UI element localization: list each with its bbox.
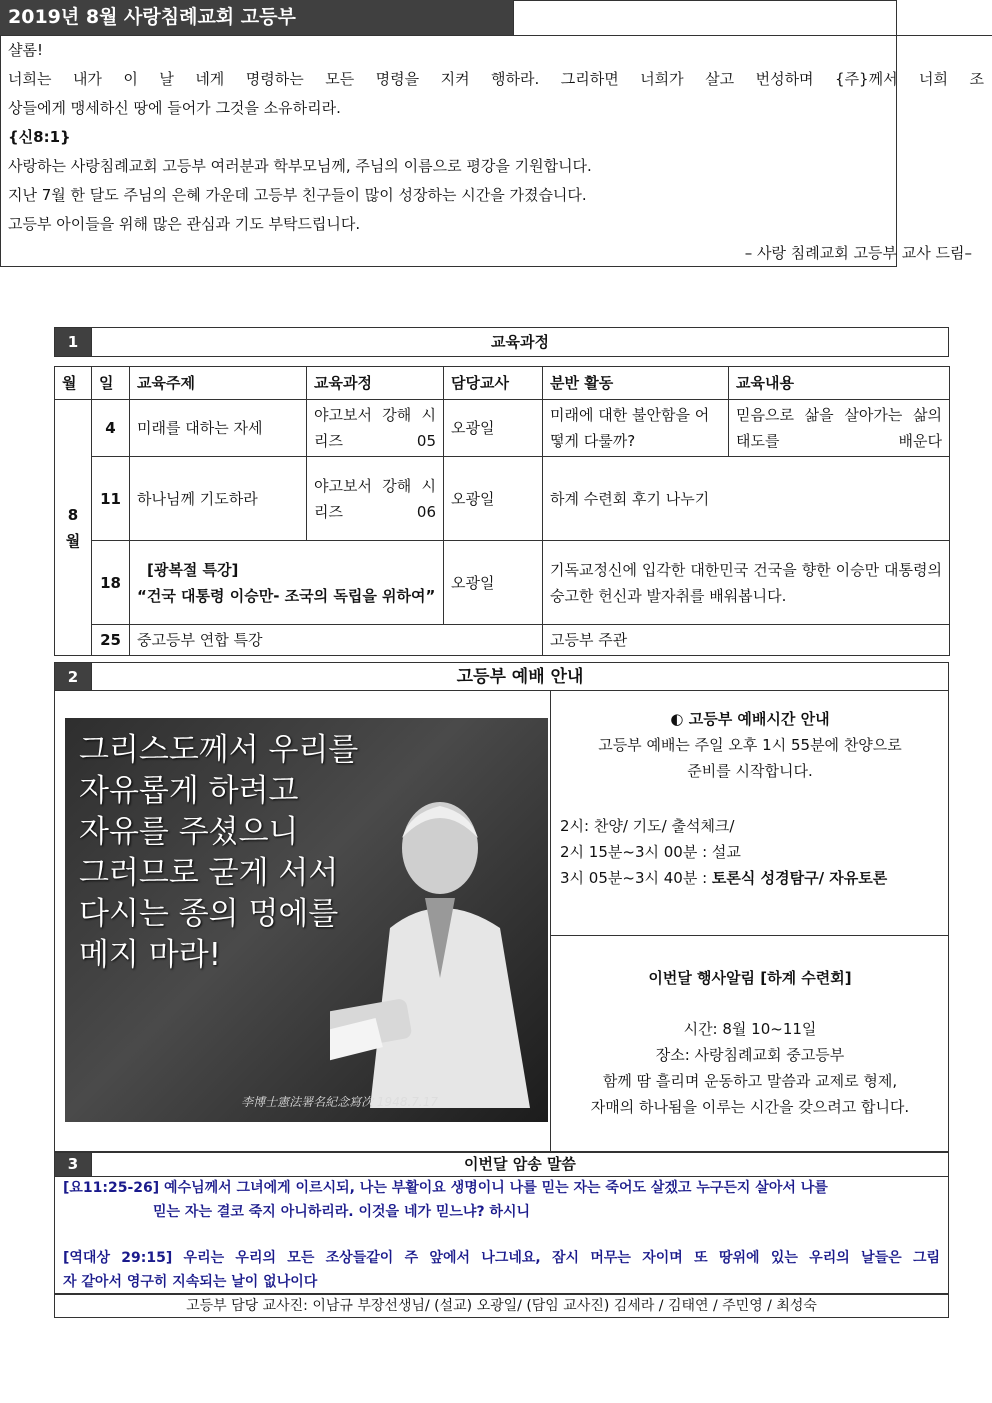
memory-verse-1-line-2: 믿는 자는 결코 죽지 아니하리라. 이것을 네가 믿느냐? 하시니 — [153, 1204, 531, 1220]
event-place: 장소: 사랑침례교회 중고등부 — [655, 1046, 845, 1064]
verse-line-2: 상들에게 맹세하신 땅에 들어가 그것을 소유하리라. — [8, 99, 341, 117]
photo-text-line: 자유롭게 하려고 — [79, 773, 299, 809]
activity-cell: 하계 수련회 후기 나누기 — [543, 457, 950, 541]
col-course: 교육과정 — [307, 367, 444, 400]
horizontal-divider — [550, 935, 948, 936]
time-title: ◐ 고등부 예배시간 안내 — [670, 710, 830, 728]
photo-text-line: 그러므로 굳게 서서 — [79, 855, 339, 891]
schedule-activity: 토론식 성경탐구/ 자유토론 — [711, 869, 888, 887]
section-1-header — [54, 327, 949, 357]
portrait-illustration — [330, 778, 540, 1108]
curriculum-table — [54, 366, 950, 656]
day-cell: 4 — [92, 400, 130, 457]
section-2-header — [54, 662, 949, 691]
topic-title: “건국 대통령 이승만- 조국의 독립을 위하여” — [137, 586, 436, 605]
topic-label: [광복절 특강] — [147, 560, 239, 579]
section-1-number: 1 — [55, 328, 91, 356]
signature: – 사랑 침례교회 고등부 교사 드림– — [744, 244, 972, 262]
greeting: 샬롬! — [8, 41, 43, 59]
event-desc-1: 함께 땀 흘리며 운동하고 말씀과 교제로 형제, — [602, 1072, 898, 1090]
day-cell: 25 — [92, 625, 130, 656]
col-teacher: 담당교사 — [444, 367, 543, 400]
month-cell: 8 월 — [55, 400, 92, 656]
photo-text-line: 다시는 종의 멍에를 — [79, 896, 339, 932]
section-3-header — [54, 1152, 949, 1177]
event-title: 이번달 행사알림 [하계 수련회] — [648, 969, 852, 987]
col-activity: 분반 활동 — [543, 367, 729, 400]
page-title: 2019년 8월 사랑침례교회 고등부 — [0, 0, 513, 35]
memory-verse-2-line-1: [역대상 29:15] 우리는 우리의 모든 조상들같이 주 앞에서 나그네요, 잠시 머무는 자이며 또 땅위에 있는 우리의 날들은 그림 — [63, 1250, 940, 1266]
header-box — [0, 0, 984, 267]
teacher-cell: 오광일 — [444, 541, 543, 625]
event-desc-2: 자매의 하나됨을 이루는 시간을 갖으려고 합니다. — [590, 1098, 910, 1116]
message-line-2: 지난 7월 한 달도 주님의 은혜 가운데 고등부 친구들이 많이 성장하는 시간을 가졌습니다. — [8, 186, 587, 204]
section-3-number: 3 — [55, 1153, 91, 1176]
table-row — [55, 400, 950, 457]
col-month: 월 — [55, 367, 92, 400]
topic-cell: 하나님께 기도하라 — [130, 457, 307, 541]
table-row — [55, 625, 950, 656]
topic-cell: 중고등부 연합 특강 — [130, 625, 543, 656]
schedule-line-1: 2시: 찬양/ 기도/ 출석체크/ — [560, 817, 735, 835]
section-1-title: 교육과정 — [91, 328, 948, 356]
memory-verse-box — [54, 1176, 949, 1294]
title-spacer — [513, 0, 992, 35]
schedule-time: 3시 05분~3시 40분 : — [560, 869, 712, 887]
activity-cell: 미래에 대한 불안함을 어떻게 다룰까? — [543, 400, 729, 457]
topic-cell: 미래를 대하는 자세 — [130, 400, 307, 457]
section-2-title: 고등부 예배 안내 — [91, 663, 948, 690]
teacher-cell: 고등부 주관 — [543, 625, 950, 656]
photo-caption: 李博士憲法署名紀念寫次 1948.7.17 — [241, 1095, 438, 1109]
time-intro-1: 고등부 예배는 주일 오후 1시 55분에 찬양으로 — [598, 736, 902, 754]
time-intro-2: 준비를 시작합니다. — [687, 762, 813, 780]
col-content: 교육내용 — [729, 367, 950, 400]
section-3-title: 이번달 암송 말씀 — [91, 1153, 948, 1176]
schedule-line-2: 2시 15분~3시 00분 : 설교 — [560, 843, 741, 861]
worship-info-box — [54, 690, 949, 1152]
staff-footer: 고등부 담당 교사진: 이남규 부장선생님/ (설교) 오광일/ (담임 교사진) 김세라 / 김태연 / 주민영 / 최성숙 — [54, 1294, 949, 1318]
topic-cell — [130, 541, 444, 625]
day-cell: 11 — [92, 457, 130, 541]
teacher-cell: 오광일 — [444, 400, 543, 457]
content-cell: 믿음으로 삶을 살아가는 삶의 태도를 배운다 — [729, 400, 950, 457]
col-topic: 교육주제 — [130, 367, 307, 400]
course-cell: 야고보서 강해 시리즈 05 — [307, 400, 444, 457]
message-line-1: 사랑하는 사랑침례교회 고등부 여러분과 학부모님께, 주님의 이름으로 평강을 기원합니다. — [8, 157, 592, 175]
col-day: 일 — [92, 367, 130, 400]
activity-cell: 기독교정신에 입각한 대한민국 건국을 향한 이승만 대통령의 숭고한 헌신과 발자취를 배워봅니다. — [543, 541, 950, 625]
verse-line-1: 너희는 내가 이 날 네게 명령하는 모든 명령을 지켜 행하라. 그리하면 너희가 살고 번성하며 {주}께서 너희 조 — [8, 70, 984, 88]
table-header-row — [55, 367, 950, 400]
teacher-cell: 오광일 — [444, 457, 543, 541]
section-2-number: 2 — [55, 663, 91, 690]
photo-text-line: 그리스도께서 우리를 — [79, 732, 359, 768]
memory-verse-1-line-1: [요11:25-26] 예수님께서 그녀에게 이르시되, 나는 부활이요 생명이니 나를 믿는 자는 죽어도 살겠고 누구든지 살아서 나를 — [63, 1180, 828, 1196]
memory-verse-2-line-2: 자 같아서 영구히 지속되는 날이 없나이다 — [63, 1274, 318, 1290]
photo-text-line: 메지 마라! — [79, 937, 222, 973]
message-line-3: 고등부 아이들을 위해 많은 관심과 기도 부탁드립니다. — [8, 215, 361, 233]
verse-reference: {신8:1} — [8, 128, 71, 146]
course-cell: 야고보서 강해 시리즈 06 — [307, 457, 444, 541]
day-cell: 18 — [92, 541, 130, 625]
schedule-line-3 — [560, 865, 958, 891]
photo-rhee-syngman — [65, 718, 548, 1122]
table-row — [55, 457, 950, 541]
event-time: 시간: 8월 10~11일 — [683, 1020, 817, 1038]
table-row — [55, 541, 950, 625]
photo-text-line: 자유를 주셨으니 — [79, 814, 299, 850]
